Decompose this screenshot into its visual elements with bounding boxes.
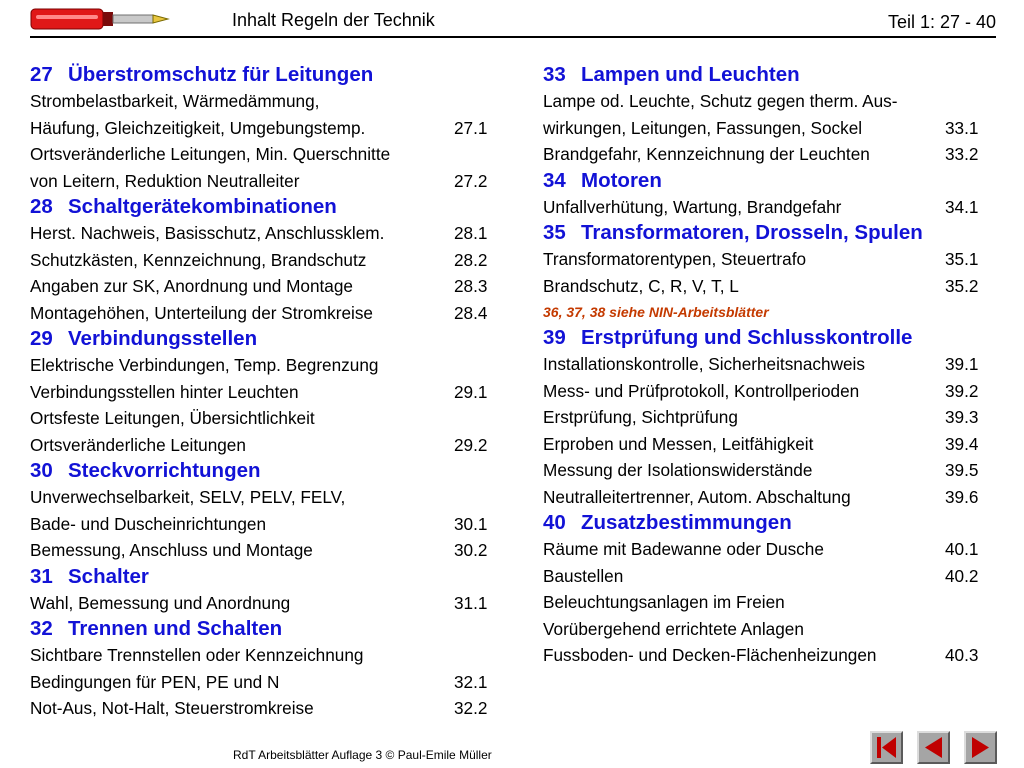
section-heading: [543, 62, 985, 88]
document-title: Inhalt Regeln der Technik: [232, 10, 435, 30]
toc-item-text: Herst. Nachweis, Basisschutz, Anschlussklem.: [30, 223, 385, 243]
section-heading: [543, 168, 985, 194]
toc-item: [543, 642, 985, 669]
toc-item: [543, 378, 985, 405]
toc-item-ref: 40.2: [945, 565, 979, 586]
toc-item-text: wirkungen, Leitungen, Fassungen, Sockel: [543, 117, 863, 138]
toc-item-text: Verbindungsstellen hinter Leuchten: [30, 381, 299, 402]
toc-item-text: Beleuchtungsanlagen im Freien: [543, 592, 785, 612]
toc-item: [543, 273, 985, 300]
toc-item-ref: 27.1: [454, 117, 488, 138]
section-heading: [30, 62, 494, 88]
first-page-icon: [872, 733, 901, 762]
next-page-icon: [966, 733, 995, 762]
toc-item: [30, 352, 494, 379]
toc-right-column: [543, 62, 985, 669]
toc-item-text: Brandschutz, C, R, V, T, L: [543, 275, 739, 296]
toc-item-ref: 34.1: [945, 196, 979, 217]
toc-item-text: Lampe od. Leuchte, Schutz gegen therm. Aus-: [543, 91, 898, 111]
toc-item-text: Messung der Isolationswiderstände: [543, 460, 813, 480]
toc-item: [543, 431, 985, 458]
toc-item: [543, 351, 985, 378]
toc-item-text: Montagehöhen, Unterteilung der Stromkreise: [30, 302, 373, 323]
section-number: 28: [30, 195, 53, 218]
toc-item: [30, 115, 494, 142]
toc-item: [30, 669, 494, 696]
toc-item-ref: 40.1: [945, 539, 979, 559]
toc-item-text: Schutzkästen, Kennzeichnung, Brandschutz: [30, 249, 367, 270]
section-number: 31: [30, 564, 53, 588]
toc-item-ref: 39.2: [945, 380, 979, 401]
toc-item-ref: 39.1: [945, 354, 979, 374]
toc-item-ref: [945, 616, 985, 643]
toc-item: [30, 695, 494, 722]
toc-item-ref: [454, 484, 494, 511]
toc-item: [543, 88, 985, 115]
toc-item: [30, 141, 494, 168]
section-heading: [30, 616, 494, 642]
toc-item: [543, 457, 985, 484]
toc-item: [30, 220, 494, 247]
section-title: Überstromschutz für Leitungen: [68, 63, 374, 86]
toc-item-text: Häufung, Gleichzeitigkeit, Umgebungstemp.: [30, 117, 366, 138]
toc-item-ref: 35.2: [945, 275, 979, 296]
toc-item-text: Baustellen: [543, 565, 624, 586]
section-heading: [30, 326, 494, 352]
toc-item: [30, 88, 494, 115]
toc-item-text: Bemessung, Anschluss und Montage: [30, 540, 313, 560]
toc-item-text: Wahl, Bemessung und Anordnung: [30, 592, 291, 613]
section-number: 27: [30, 63, 53, 86]
toc-item-ref: 28.1: [454, 223, 488, 243]
toc-item-ref: [945, 589, 985, 616]
toc-item: [30, 247, 494, 274]
footer-copyright: RdT Arbeitsblätter Auflage 3 © Paul-Emile Müller: [233, 748, 492, 762]
toc-item-text: Not-Aus, Not-Halt, Steuerstromkreise: [30, 698, 314, 718]
toc-item-text: Installationskontrolle, Sicherheitsnachweis: [543, 354, 865, 374]
toc-item-text: Elektrische Verbindungen, Temp. Begrenzung: [30, 355, 379, 375]
toc-item-ref: 33.1: [945, 117, 979, 138]
toc-item-ref: 30.2: [454, 540, 488, 560]
toc-item-text: Erstprüfung, Sichtprüfung: [543, 407, 738, 427]
section-title: Motoren: [581, 168, 662, 192]
toc-item: [30, 432, 494, 459]
toc-item: [543, 246, 985, 273]
toc-item-text: Angaben zur SK, Anordnung und Montage: [30, 276, 353, 296]
toc-item-ref: [454, 405, 494, 432]
section-number: 33: [543, 63, 566, 86]
toc-item: [30, 511, 494, 538]
toc-item: [30, 590, 494, 617]
toc-item-text: Ortsfeste Leitungen, Übersichtlichkeit: [30, 408, 315, 428]
toc-item-ref: 39.4: [945, 433, 979, 454]
header-divider: [30, 36, 996, 38]
toc-item-ref: 28.2: [454, 249, 488, 270]
toc-item-text: Transformatorentypen, Steuertrafo: [543, 249, 807, 269]
toc-item-ref: 35.1: [945, 249, 979, 269]
toc-left-column: [30, 62, 494, 722]
next-page-button[interactable]: [964, 731, 997, 764]
first-page-button[interactable]: [870, 731, 903, 764]
toc-item-ref: [454, 352, 494, 379]
toc-item-ref: [454, 141, 494, 168]
toc-item-text: Unfallverhütung, Wartung, Brandgefahr: [543, 196, 842, 217]
toc-item-text: Strombelastbarkeit, Wärmedämmung,: [30, 91, 320, 111]
part-range-label: Teil 1: 27 - 40: [887, 12, 996, 32]
section-number: 35: [543, 221, 566, 244]
section-heading: [30, 458, 494, 484]
toc-item-ref: 39.5: [945, 460, 979, 480]
toc-item-ref: 29.1: [454, 381, 488, 402]
section-heading: [30, 194, 494, 220]
toc-item: [543, 536, 985, 563]
toc-item-ref: 40.3: [945, 645, 979, 665]
toc-item: [30, 300, 494, 327]
toc-item-text: Bedingungen für PEN, PE und N: [30, 671, 280, 692]
toc-item-text: Unverwechselbarkeit, SELV, PELV, FELV,: [30, 487, 346, 507]
toc-item-text: Räume mit Badewanne oder Dusche: [543, 539, 824, 559]
previous-page-icon: [919, 733, 948, 762]
toc-item: [543, 563, 985, 590]
screwdriver-logo: [30, 6, 170, 37]
toc-item: [543, 404, 985, 431]
toc-item: [30, 484, 494, 511]
toc-item: [30, 273, 494, 300]
toc-item-text: Sichtbare Trennstellen oder Kennzeichnung: [30, 645, 364, 665]
toc-item-text: Brandgefahr, Kennzeichnung der Leuchten: [543, 144, 870, 164]
section-number: 32: [30, 617, 53, 640]
section-title: Erstprüfung und Schlusskontrolle: [581, 326, 913, 349]
section-heading: [543, 325, 985, 351]
section-title: Schaltgerätekombinationen: [68, 195, 337, 218]
toc-item: [30, 168, 494, 195]
toc-item-ref: 33.2: [945, 144, 979, 164]
section-number: 34: [543, 168, 566, 192]
toc-item-ref: 28.4: [454, 302, 488, 323]
toc-item-ref: 32.2: [454, 698, 488, 718]
toc-item: [30, 379, 494, 406]
toc-item-ref: 39.3: [945, 407, 979, 427]
toc-item-ref: 32.1: [454, 671, 488, 692]
toc-item-text: Neutralleitertrenner, Autom. Abschaltung: [543, 486, 851, 507]
reference-note: 36, 37, 38 siehe NIN-Arbeitsblätter: [543, 304, 769, 320]
toc-item: [543, 141, 985, 168]
toc-item: [30, 642, 494, 669]
section-number: 29: [30, 327, 53, 350]
section-heading: [543, 510, 985, 536]
toc-item-ref: 28.3: [454, 276, 488, 296]
section-number: 39: [543, 326, 566, 349]
section-number: 30: [30, 459, 53, 482]
toc-item-ref: 30.1: [454, 513, 488, 534]
section-title: Verbindungsstellen: [68, 327, 258, 350]
toc-item: [543, 484, 985, 511]
section-title: Steckvorrichtungen: [68, 459, 261, 482]
section-title: Lampen und Leuchten: [581, 63, 800, 86]
toc-item-ref: 29.2: [454, 434, 488, 455]
toc-item: [30, 537, 494, 564]
section-title: Trennen und Schalten: [68, 617, 283, 640]
section-heading: [543, 220, 985, 246]
toc-item-text: Erproben und Messen, Leitfähigkeit: [543, 433, 814, 454]
toc-item-text: Fussboden- und Decken-Flächenheizungen: [543, 645, 877, 665]
toc-item-ref: [945, 88, 985, 115]
toc-item-text: Ortsveränderliche Leitungen, Min. Querschnitte: [30, 144, 391, 164]
section-title: Schalter: [68, 564, 149, 588]
toc-item-text: Ortsveränderliche Leitungen: [30, 434, 246, 455]
toc-item: [543, 194, 985, 221]
toc-item-ref: 31.1: [454, 592, 488, 613]
toc-item: [543, 589, 985, 616]
toc-item-text: von Leitern, Reduktion Neutralleiter: [30, 170, 300, 191]
toc-item-text: Mess- und Prüfprotokoll, Kontrollperioden: [543, 380, 860, 401]
toc-item: [543, 616, 985, 643]
toc-item: [30, 405, 494, 432]
toc-item-text: Bade- und Duscheinrichtungen: [30, 513, 267, 534]
toc-item-text: Vorübergehend errichtete Anlagen: [543, 618, 804, 639]
toc-item-ref: 39.6: [945, 486, 979, 507]
toc-item-ref: [454, 88, 494, 115]
toc-item-ref: 27.2: [454, 170, 488, 191]
section-title: Zusatzbestimmungen: [581, 511, 792, 534]
toc-item: [543, 115, 985, 142]
section-title: Transformatoren, Drosseln, Spulen: [581, 221, 923, 244]
previous-page-button[interactable]: [917, 731, 950, 764]
section-heading: [30, 564, 494, 590]
toc-item-ref: [454, 642, 494, 669]
section-number: 40: [543, 511, 566, 534]
